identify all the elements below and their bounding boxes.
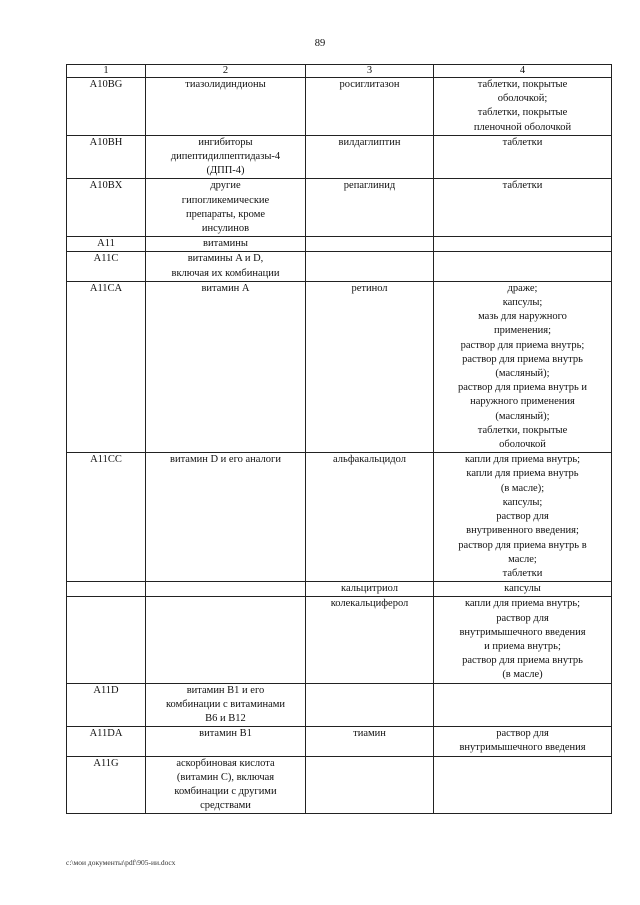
group-name-cell [146,597,306,683]
table-body [67,65,612,814]
dosage-form-cell: таблетки, покрытые оболочкой; таблетки, покрытые пленочной оболочкой [434,78,612,136]
table-row [67,582,612,597]
atc-code-cell: A11G [67,756,146,814]
atc-code-cell: A10BG [67,78,146,136]
header-cell-3: 3 [306,65,434,78]
table-row [67,78,612,136]
dosage-form-cell [434,683,612,727]
drug-name-cell [306,756,434,814]
header-cell-2: 2 [146,65,306,78]
drug-table [66,64,612,814]
dosage-form-cell [434,237,612,252]
table-row [67,597,612,683]
dosage-form-cell: капли для приема внутрь; раствор для внутримышечного введения и приема внутрь; раствор для приема внутрь (в масле) [434,597,612,683]
header-cell-4: 4 [434,65,612,78]
file-path-footer: c:\мои документы\pdf\905-ии.docx [66,858,176,867]
table-row [67,683,612,727]
atc-code-cell: A11CA [67,281,146,452]
atc-code-cell: A10BX [67,179,146,237]
table-row [67,281,612,452]
dosage-form-cell: драже; капсулы; мазь для наружного применения; раствор для приема внутрь; раствор для приема внутрь (масляный); раствор для приема внутрь и наружного применения (масляный); таблетки, покрытые оболочкой [434,281,612,452]
atc-code-cell: A11CC [67,453,146,582]
group-name-cell: витамин A [146,281,306,452]
group-name-cell: витамины [146,237,306,252]
group-name-cell: витамины A и D, включая их комбинации [146,252,306,281]
group-name-cell: витамин B1 и его комбинации с витаминами B6 и B12 [146,683,306,727]
drug-name-cell [306,683,434,727]
atc-code-cell: A11DA [67,727,146,756]
dosage-form-cell: таблетки [434,179,612,237]
table-row [67,756,612,814]
drug-name-cell: росиглитазон [306,78,434,136]
atc-code-cell: A11D [67,683,146,727]
group-name-cell: другие гипогликемические препараты, кроме инсулинов [146,179,306,237]
drug-name-cell [306,237,434,252]
drug-name-cell [306,252,434,281]
drug-name-cell: вилдаглиптин [306,135,434,179]
dosage-form-cell [434,756,612,814]
dosage-form-cell: раствор для внутримышечного введения [434,727,612,756]
dosage-form-cell: капли для приема внутрь; капли для приема внутрь (в масле); капсулы; раствор для внутривенного введения; раствор для приема внутрь в масле; таблетки [434,453,612,582]
dosage-form-cell [434,252,612,281]
page-number: 89 [314,38,326,49]
table-row [67,179,612,237]
drug-name-cell: кальцитриол [306,582,434,597]
header-cell-1: 1 [67,65,146,78]
group-name-cell [146,582,306,597]
table-row [67,453,612,582]
table-row [67,252,612,281]
atc-code-cell: A11 [67,237,146,252]
group-name-cell: витамин B1 [146,727,306,756]
table-row [67,135,612,179]
table-header-row [67,65,612,78]
drug-name-cell: ретинол [306,281,434,452]
atc-code-cell [67,582,146,597]
atc-code-cell: A10BH [67,135,146,179]
table-row [67,237,612,252]
group-name-cell: тиазолидиндионы [146,78,306,136]
atc-code-cell: A11C [67,252,146,281]
dosage-form-cell: капсулы [434,582,612,597]
group-name-cell: ингибиторы дипептидилпептидазы-4 (ДПП-4) [146,135,306,179]
group-name-cell: аскорбиновая кислота (витамин C), включая комбинации с другими средствами [146,756,306,814]
dosage-form-cell: таблетки [434,135,612,179]
drug-name-cell: альфакальцидол [306,453,434,582]
atc-code-cell [67,597,146,683]
group-name-cell: витамин D и его аналоги [146,453,306,582]
drug-name-cell: тиамин [306,727,434,756]
drug-name-cell: репаглинид [306,179,434,237]
drug-name-cell: колекальциферол [306,597,434,683]
table-row [67,727,612,756]
